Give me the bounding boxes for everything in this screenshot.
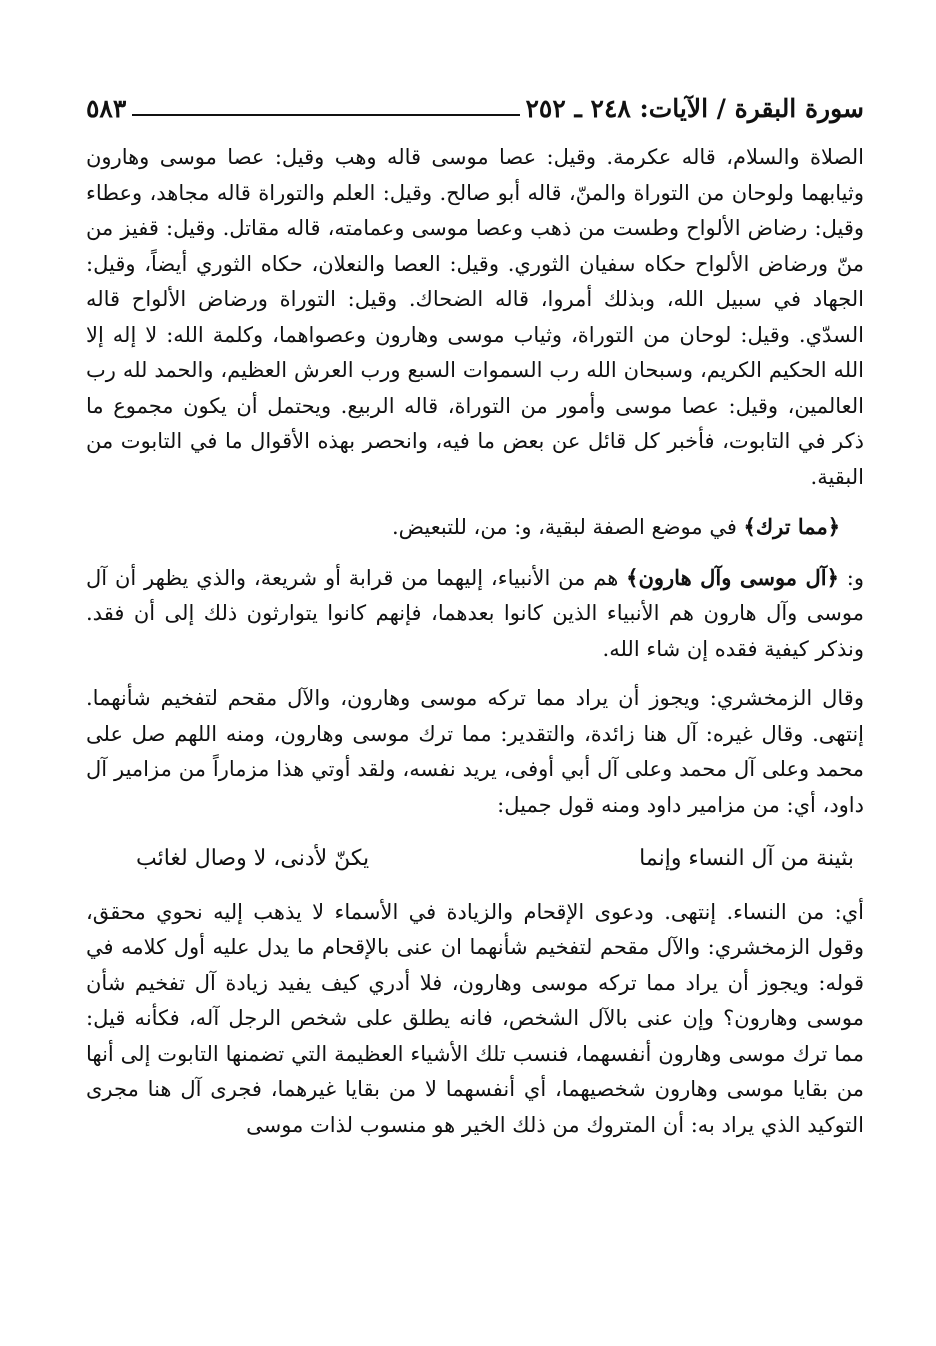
paragraph-2 — [86, 509, 864, 546]
page-number: ٥٨٣ — [86, 94, 127, 123]
quran-quote: ﴿آل موسى وآل هارون﴾ — [626, 564, 839, 590]
header-rule — [132, 114, 519, 116]
paragraph-1: الصلاة والسلام، قاله عكرمة. وقيل: عصا موسى قاله وهب وقيل: عصا موسى وهارون وثيابهما ولوحان من التوراة والمنّ، قاله أبو صالح. وقيل: العلم والتوراة قاله مجاهد، وعطاء وقيل: رضاض الألواح وطست من ذهب وعصا موسى وعمامته، قاله مقاتل. وقيل: قفيز من منّ ورضاض الألواح حكاه سفيان الثوري. وقيل: العصا والنعلان، حكاه الثوري أيضاً، وقيل: الجهاد في سبيل الله، وبذلك أمروا، قاله الضحاك. وقيل: التوراة ورضاض الألواح قاله السدّي. وقيل: لوحان من التوراة، وثياب موسى وهارون وعصواهما، وكلمة الله: لا إله إلا الله الحكيم الكريم، وسبحان الله رب السموات السبع ورب العرش العظيم، والحمد لله رب العالمين، وقيل: عصا موسى وأمور من التوراة، قاله الربيع. ويحتمل أن يكون مجموع ما ذكر في التابوت، فأخبر كل قائل عن بعض ما فيه، وانحصر بهذه الأقوال ما في التابوت من البقية. — [86, 145, 864, 489]
paragraph-5: أي: من النساء. إنتهى. ودعوى الإقحام والزيادة في الأسماء لا يذهب إليه نحوي محقق، وقول الزمخشري: والآل مقحم لتفخيم شأنهما ان عنى بالإقحام ما يدل عليه أول كلامه في قوله: ويجوز أن يراد مما تركه موسى وهارون، فلا أدري كيف يفيد زيادة آل تفخيم شأن موسى وهارون؟ وإن عنى بالآل الشخص، فانه يطلق على شخص الرجل آله، فكأنه قيل: مما ترك موسى وهارون أنفسهما، فنسب تلك الأشياء العظيمة التي تضمنها التابوت إلى أنها من بقايا موسى وهارون شخصيهما، أي أنفسهما لا من بقايا غيرهما، فجرى آل هنا مجرى التوكيد الذي يراد به: أن المتروك من ذلك الخير هو منسوب لذات موسى — [86, 899, 865, 1137]
paragraph-2-text: في موضع الصفة لبقية، و: من، للتبعيض. — [391, 515, 744, 539]
header-title: سورة البقرة / الآيات: ٢٤٨ ـ ٢٥٢ — [525, 94, 864, 123]
paragraph-3 — [86, 560, 864, 668]
paragraph-4: وقال الزمخشري: ويجوز أن يراد مما تركه موسى وهارون، والآل مقحم لتفخيم شأنهما. إنتهى. وقال غيره: آل هنا زائدة، والتقدير: مما ترك موسى وهارون، ومنه اللهم صل على محمد وعلى آل محمد وعلى آل أبي أوفى، يريد نفسه، ولقد أوتي هذا مزماراً من مزامير آل داود، أي: من مزامير داود ومنه قول جميل: — [86, 686, 864, 817]
running-header — [86, 84, 864, 124]
paragraph-3-text: هم من الأنبياء، إليهما من قرابة أو شريعة، والذي يظهر أن آل موسى وآل هارون هم الأنبياء الذين كانوا بعدهما، فإنهم كانوا يتوارثون ذلك إلى أن فقد. ونذكر كيفية فقده إن شاء الله. — [86, 565, 864, 661]
verse-second-hemistich: يكنّ لأدنى، لا وصال لغائب — [136, 846, 370, 871]
poetry-verse — [86, 841, 864, 877]
body-text — [86, 140, 864, 1143]
verse-first-hemistich: بثينة من آل النساء وإنما — [639, 846, 854, 871]
quran-quote: ﴿مما ترك﴾ — [743, 514, 840, 539]
paragraph-3-prefix: و: — [838, 565, 864, 590]
